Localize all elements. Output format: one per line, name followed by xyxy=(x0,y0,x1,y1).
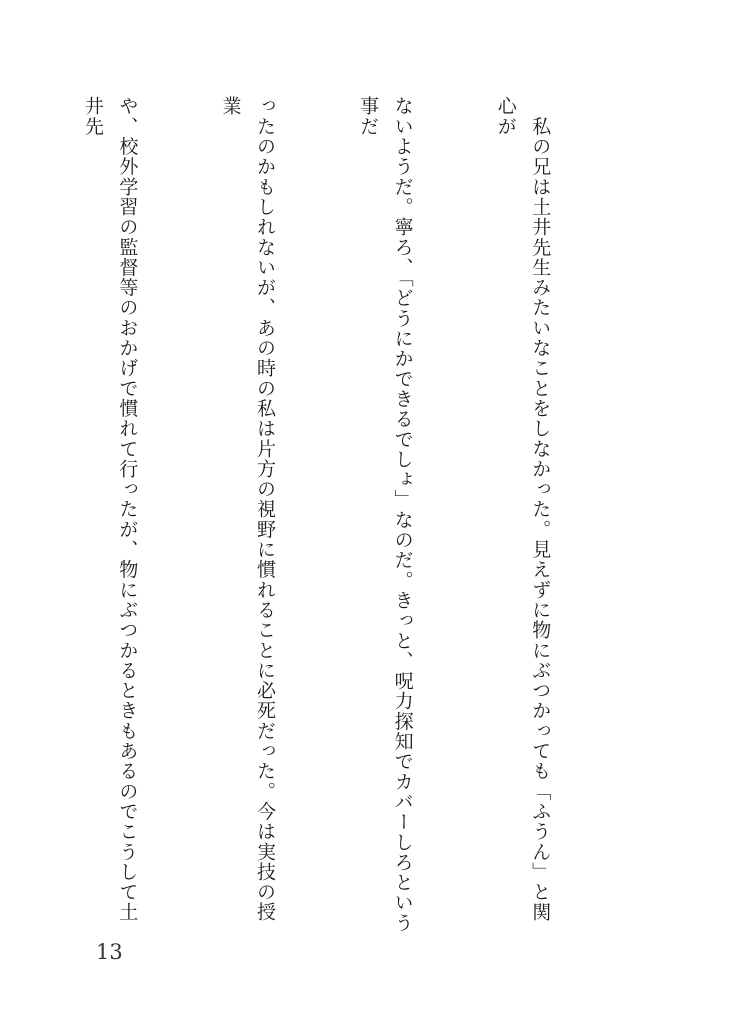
text-line: 私の兄は土井先生みたいなことをしなかった。見えずに物にぶつかっても「ふうん」と関心が xyxy=(494,96,552,923)
text-line: ないようだ。寧ろ、「どうにかできるでしょ」なのだ。きっと、呪力探知でカバーしろという事だ xyxy=(357,96,414,933)
body-text xyxy=(81,96,626,936)
page-number: 13 xyxy=(96,940,123,964)
text-line xyxy=(0,96,7,936)
text-line: ったのかもしれないが、あの時の私は片方の視野に慣れることに必死だった。今は実技の授業 xyxy=(219,96,276,923)
text-line: や、校外学習の監督等のおかげで慣れて行ったが、物にぶつかるときもあるのでこうして土井先 xyxy=(81,96,139,923)
